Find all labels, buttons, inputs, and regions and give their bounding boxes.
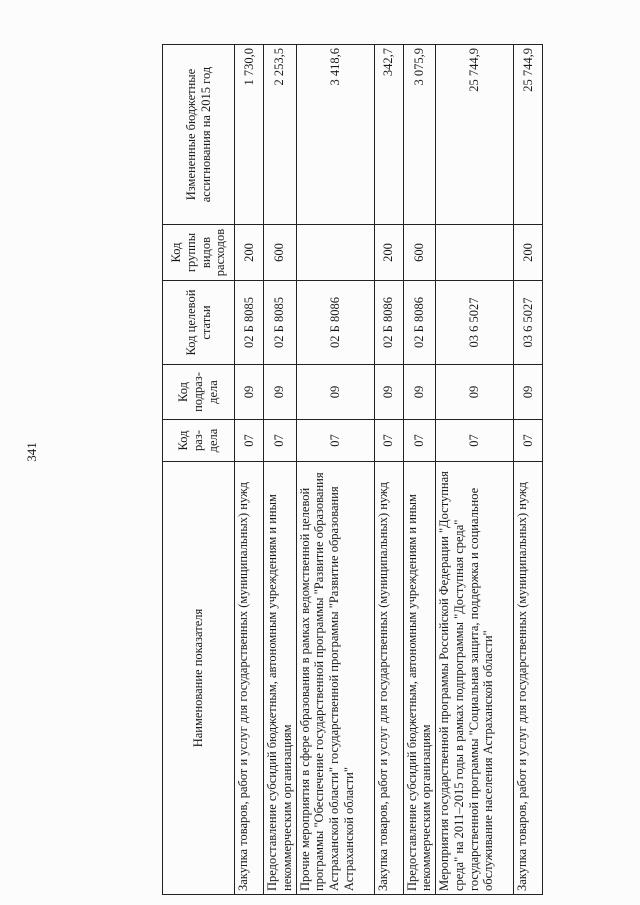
cell-amount: 3 075,9 [403,45,436,225]
cell-expense-group: 200 [514,225,543,281]
cell-expense-group: 600 [264,225,297,281]
header-amount: Измененные бюджетные ассигнования на 2015 год [163,45,235,225]
cell-amount: 25 744,9 [436,45,514,225]
cell-subsection: 09 [296,365,374,420]
cell-section: 07 [235,420,264,462]
cell-amount: 25 744,9 [514,45,543,225]
table-row [235,45,264,895]
cell-expense-group: 200 [235,225,264,281]
cell-name: Закупка товаров, работ и услуг для государственных (муниципальных) нужд [235,462,264,895]
cell-target: 02 Б 8085 [235,281,264,365]
cell-name: Закупка товаров, работ и услуг для государственных (муниципальных) нужд [514,462,543,895]
cell-name: Предоставление субсидий бюджетным, автономным учреждениям и иным некоммерческим организациям [403,462,436,895]
cell-target: 02 Б 8086 [374,281,403,365]
cell-amount: 3 418,6 [296,45,374,225]
cell-name: Мероприятия государственной программы Российской Федерации "Доступная среда" на 2011–2015 годы в рамках подпрограммы "Доступная среда" государственной программы "Социальная защита, поддержка и социальное обслуживание населения Астраханской области" [436,462,514,895]
header-target: Код целевой статьи [163,281,235,365]
cell-section: 07 [514,420,543,462]
cell-target: 02 Б 8085 [264,281,297,365]
cell-target: 02 Б 8086 [403,281,436,365]
budget-table [162,44,543,895]
rotated-table-container [162,45,535,895]
cell-amount: 2 253,5 [264,45,297,225]
table-header-row [163,45,235,895]
cell-expense-group [296,225,374,281]
cell-expense-group [436,225,514,281]
cell-section: 07 [403,420,436,462]
cell-subsection: 09 [403,365,436,420]
table-row [403,45,436,895]
cell-section: 07 [436,420,514,462]
cell-target: 02 Б 8086 [296,281,374,365]
cell-section: 07 [264,420,297,462]
table-row [264,45,297,895]
cell-section: 07 [296,420,374,462]
table-row [436,45,514,895]
header-subsection: Код подраз-дела [163,365,235,420]
header-expense-group: Код группы видов расходов [163,225,235,281]
table-row [296,45,374,895]
cell-subsection: 09 [264,365,297,420]
cell-name: Закупка товаров, работ и услуг для государственных (муниципальных) нужд [374,462,403,895]
cell-subsection: 09 [514,365,543,420]
page-number: 341 [24,442,39,462]
table-row [374,45,403,895]
cell-name: Предоставление субсидий бюджетным, автономным учреждениям и иным некоммерческим организациям [264,462,297,895]
table-row [514,45,543,895]
cell-name: Прочие мероприятия в сфере образования в рамках ведомственной целевой программы "Обеспечение государственной программы "Развитие образования Астраханской области" государственной программы "Развитие образования Астраханской области" [296,462,374,895]
cell-subsection: 09 [436,365,514,420]
cell-section: 07 [374,420,403,462]
cell-expense-group: 200 [374,225,403,281]
cell-subsection: 09 [235,365,264,420]
header-name: Наименование показателя [163,462,235,895]
cell-target: 03 6 5027 [514,281,543,365]
cell-target: 03 6 5027 [436,281,514,365]
cell-subsection: 09 [374,365,403,420]
header-section: Код раз-дела [163,420,235,462]
cell-expense-group: 600 [403,225,436,281]
cell-amount: 342,7 [374,45,403,225]
cell-amount: 1 730,0 [235,45,264,225]
